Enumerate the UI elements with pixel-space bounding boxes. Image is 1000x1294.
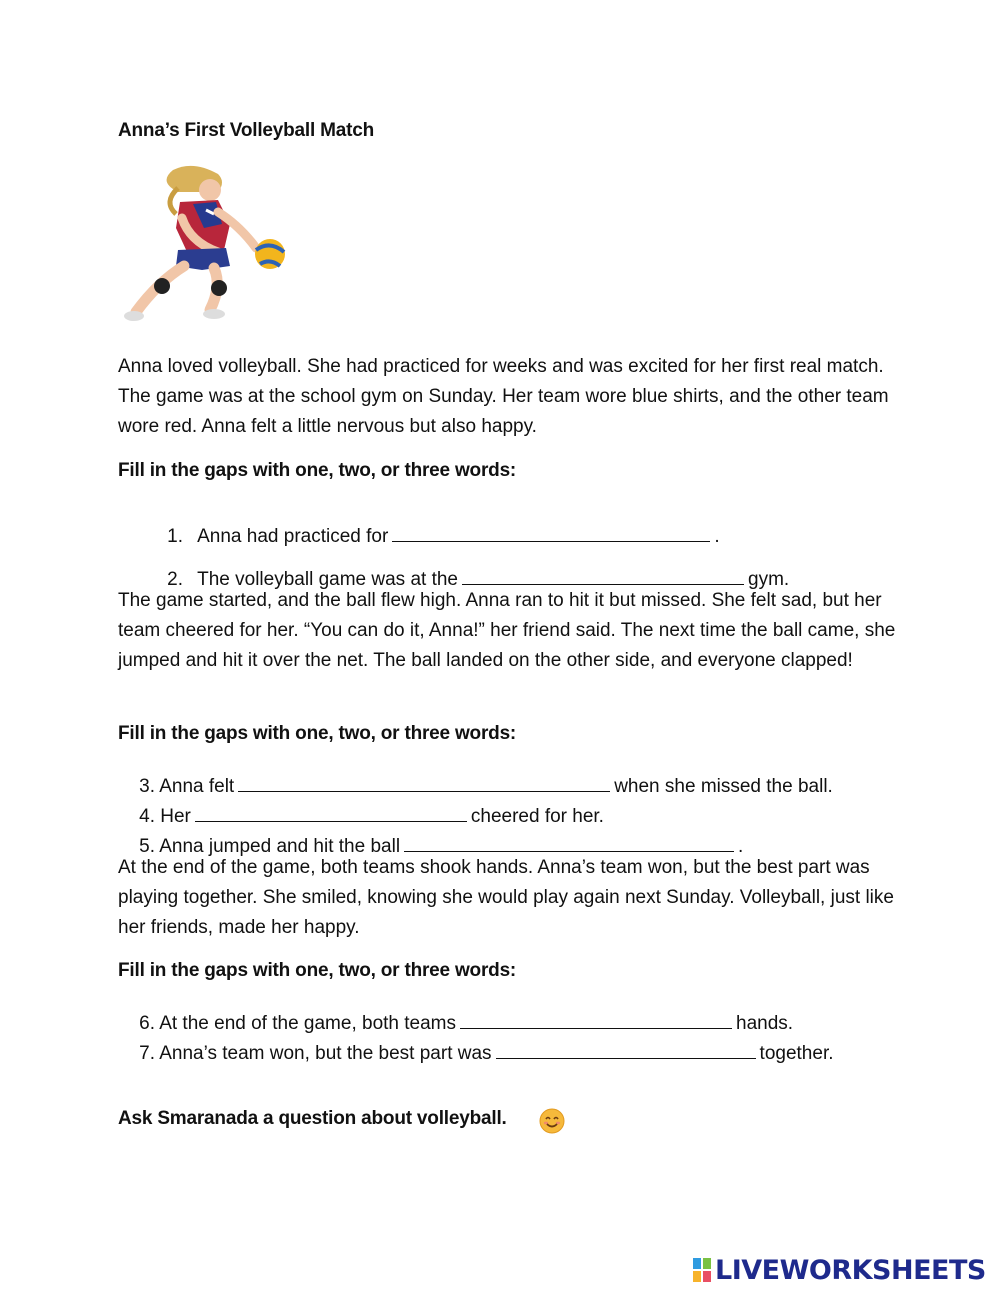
question-6-prompt: 6. At the end of the game, both teams xyxy=(139,1013,457,1034)
question-3-end: when she missed the ball. xyxy=(614,776,833,797)
question-2-prompt: The volleyball game was at the xyxy=(197,569,458,590)
question-6-end: hands. xyxy=(736,1013,794,1034)
question-4-prompt: 4. Her xyxy=(139,806,191,827)
instructions-3: Fill in the gaps with one, two, or three words: xyxy=(118,960,517,981)
worksheet-title: Anna’s First Volleyball Match xyxy=(118,120,375,141)
answer-gap-5[interactable] xyxy=(404,835,734,852)
question-2-number: 2. xyxy=(167,569,183,590)
question-4-end: cheered for her. xyxy=(470,806,604,827)
question-7-prompt: 7. Anna’s team won, but the best part was xyxy=(139,1043,492,1064)
closing-prompt: Ask Smaranada a question about volleyball. xyxy=(118,1108,507,1129)
question-5-end: . xyxy=(738,836,744,857)
liveworksheets-logo[interactable] xyxy=(692,1253,986,1287)
story-paragraph-3: At the end of the game, both teams shook hands. Anna’s team won, but the best part was playing together. She smiled, knowing she would play again next Sunday. Volleyball, just like her friends, made her happy. xyxy=(118,857,894,938)
question-5-prompt: 5. Anna jumped and hit the ball xyxy=(139,836,401,857)
question-7 xyxy=(118,1020,834,1087)
instructions-1: Fill in the gaps with one, two, or three words: xyxy=(118,460,517,481)
answer-gap-7[interactable] xyxy=(496,1042,756,1059)
instructions-2: Fill in the gaps with one, two, or three words: xyxy=(118,723,517,744)
question-3-prompt: 3. Anna felt xyxy=(139,776,235,797)
answer-gap-2[interactable] xyxy=(462,568,744,585)
liveworksheets-wordmark: LIVEWORKSHEETS xyxy=(715,1254,986,1286)
liveworksheets-mark-icon xyxy=(692,1257,712,1283)
question-2-end: gym. xyxy=(748,569,790,590)
story-paragraph-2: The game started, and the ball flew high. Anna ran to hit it but missed. She felt sad, but her team cheered for her. “You can do it, Anna!” her friend said. The next time the ball came, she jumped and hit it over the net. The ball landed on the other side, and everyone clapped! xyxy=(118,590,896,671)
question-1-number: 1. xyxy=(167,526,183,547)
volleyball-player-illustration xyxy=(118,162,298,328)
question-1-prompt: Anna had practiced for xyxy=(197,526,389,547)
answer-gap-1[interactable] xyxy=(392,525,710,542)
question-7-end: together. xyxy=(759,1043,834,1064)
question-1-end: . xyxy=(714,526,720,547)
story-paragraph-1: Anna loved volleyball. She had practiced for weeks and was excited for her first real match. The game was at the school gym on Sunday. Her team wore blue shirts, and the other team wore red. Anna felt a little nervous but also happy. xyxy=(118,356,889,437)
smiling-face-emoji-icon xyxy=(538,1107,566,1135)
